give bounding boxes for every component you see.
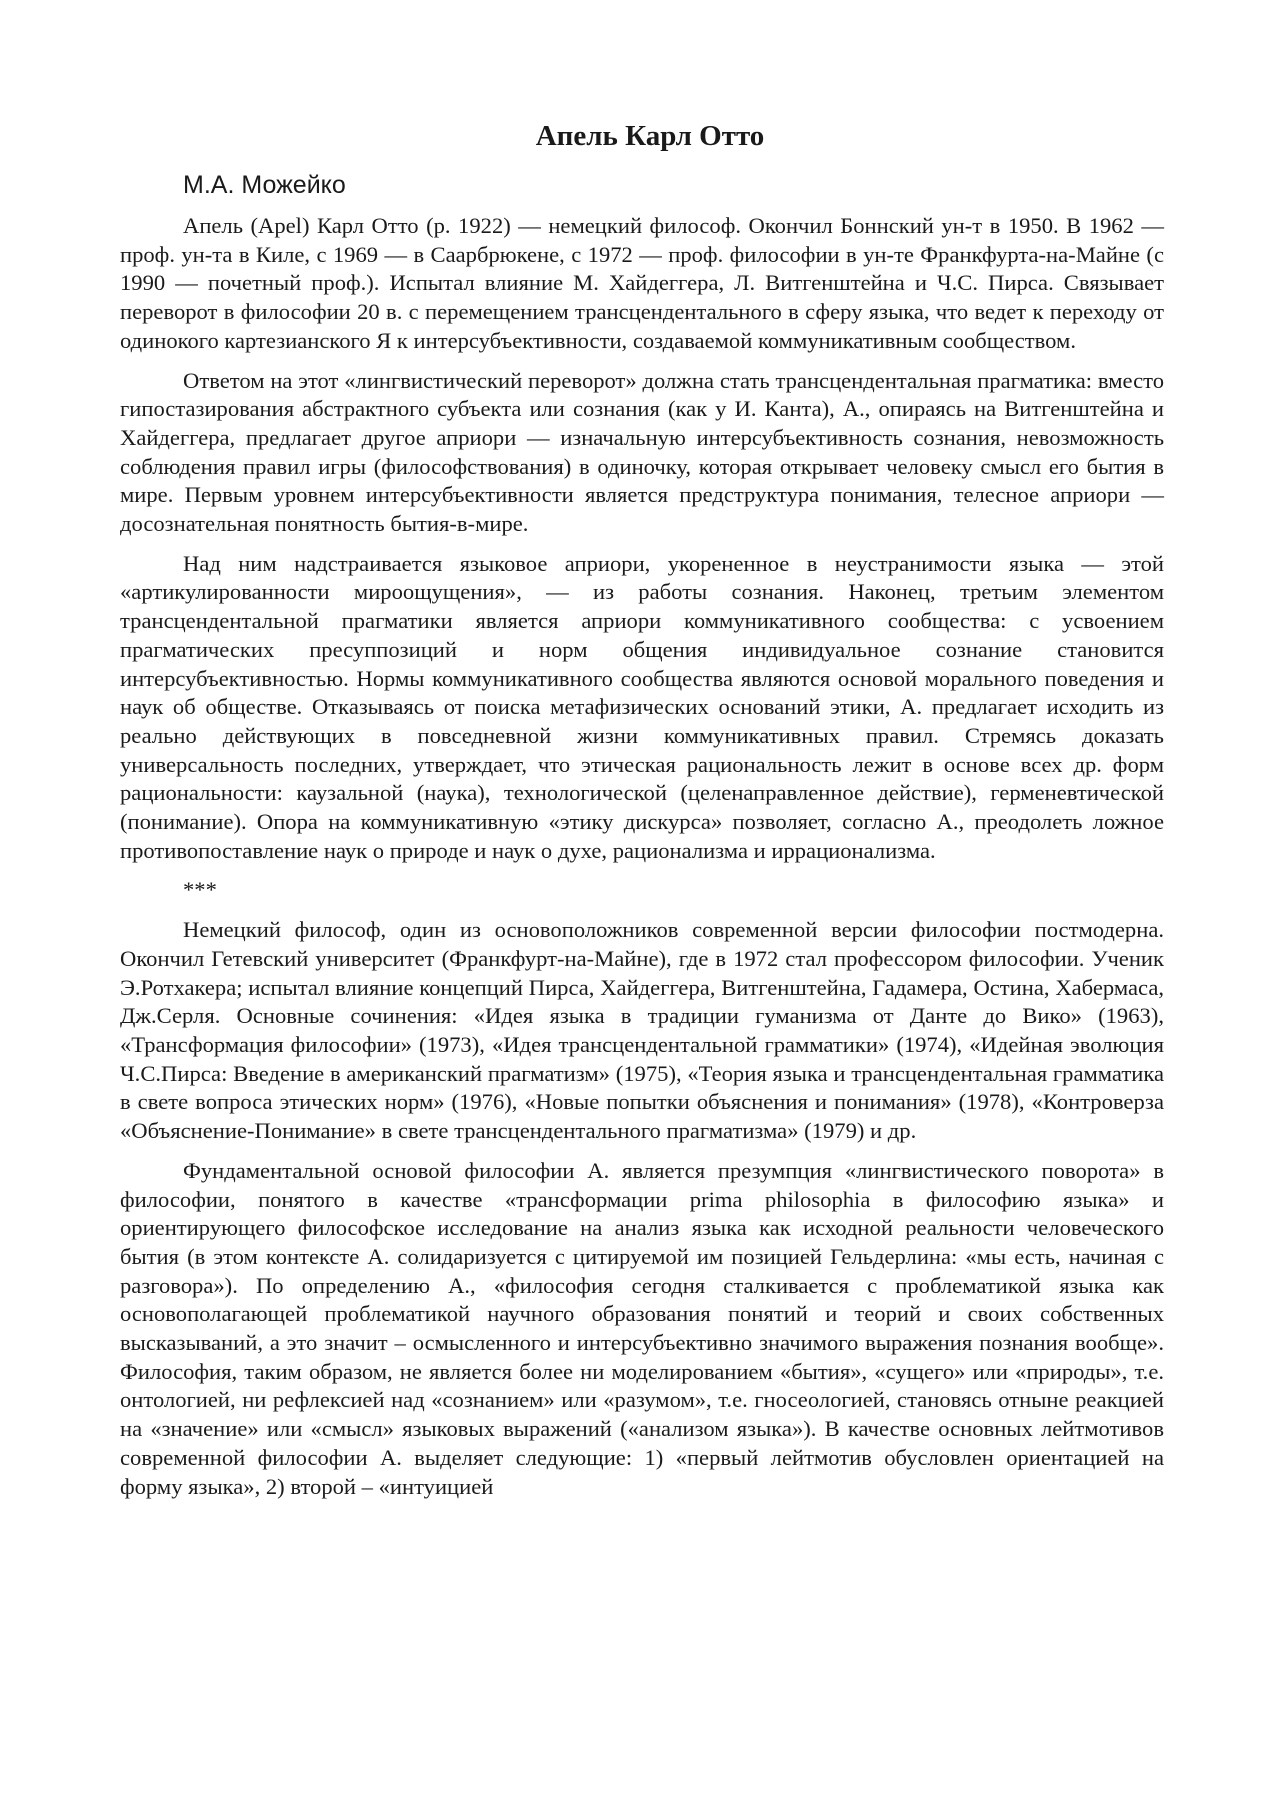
paragraph-3: Над ним надстраивается языковое априори, укорененное в неустранимости языка — этой «артикулированности мироощущения», — из работы сознания. Наконец, третьим элементом трансцендентальной прагматики является априори коммуникативного сообщества: с усвоением прагматических пресуппозиций и норм общения индивидуальное сознание становится интерсубъективностью. Нормы коммуникативного сообщества являются основой морального поведения и наук об обществе. Отказываясь от поиска метафизических оснований этики, А. предлагает исходить из реально действующих в повседневной жизни коммуникативных правил. Стремясь доказать универсальность последних, утверждает, что этическая рациональность лежит в основе всех др. форм рациональности: каузальной (наука), технологической (целенаправленное действие), герменевтической (понимание). Опора на коммуникативную «этику дискурса» позволяет, согласно А., преодолеть ложное противопоставление наук о природе и наук о духе, рационализма и иррационализма. (120, 550, 1164, 863)
section-separator: *** (183, 877, 217, 903)
author-name: М.А. Можейко (183, 171, 346, 199)
document-page (120, 118, 1164, 1512)
paragraph-4: Немецкий философ, один из основоположников современной версии философии постмодерна. Окончил Гетевский университет (Франкфурт-на-Майне), где в 1972 стал профессором философии. Ученик Э.Ротхакера; испытал влияние концепций Пирса, Хайдеггера, Витгенштейна, Гадамера, Остина, Хабермаса, Дж.Серля. Основные сочинения: «Идея языка в традиции гуманизма от Данте до Вико» (1963), «Трансформация философии» (1973), «Идея трансцендентальной грамматики» (1974), «Идейная эволюция Ч.С.Пирса: Введение в американский прагматизм» (1975), «Теория языка и трансцендентальная грамматика в свете вопроса этических норм» (1976), «Новые попытки объяснения и понимания» (1978), «Контроверза «Объяснение-Понимание» в свете трансцендентального прагматизма» (1979) и др. (120, 917, 1164, 1144)
paragraph-5: Фундаментальной основой философии А. является презумпция «лингвистического поворота» в философии, понятого в качестве «трансформации prima philosophia в философию языка» и ориентирующего философское исследование на анализ языка как исходной реальности человеческого бытия (в этом контексте А. солидаризуется с цитируемой им позицией Гельдерлина: «мы есть, начиная с разговора»). По определению А., «философия сегодня сталкивается с проблематикой языка как основополагающей проблематикой научного образования понятий и теорий и своих собственных высказываний, а это значит – осмысленного и интерсубъективно значимого выражения познания вообще». Философия, таким образом, не является более ни моделированием «бытия», «сущего» или «природы», т.е. онтологией, ни рефлексией над «сознанием» или «разумом», т.е. гносеологией, становясь отныне реакцией на «значение» или «смысл» языковых выражений («анализом языка»). В качестве основных лейтмотивов современной философии А. выделяет следующие: 1) «первый лейтмотив обусловлен ориентацией на форму языка», 2) второй – «интуицией (120, 1157, 1164, 1499)
paragraph-2: Ответом на этот «лингвистический переворот» должна стать трансцендентальная прагматика: вместо гипостазирования абстрактного субъекта или сознания (как у И. Канта), А., опираясь на Витгенштейна и Хайдеггера, предлагает другое априори — изначальную интерсубъективность сознания, невозможность соблюдения правил игры (философствования) в одиночку, которая открывает человеку смысл его бытия в мире. Первым уровнем интерсубъективности является предструктура понимания, телесное априори — досознательная понятность бытия-в-мире. (120, 367, 1164, 537)
document-title: Апель Карл Отто (535, 120, 765, 152)
paragraph-1: Апель (Apel) Карл Отто (р. 1922) — немецкий философ. Окончил Боннский ун-т в 1950. В 1962 — проф. ун-та в Киле, с 1969 — в Саарбрюкене, с 1972 — проф. философии в ун-те Франкфурта-на-Майне (с 1990 — почетный проф.). Испытал влияние М. Хайдеггера, Л. Витгенштейна и Ч.С. Пирса. Связывает переворот в философии 20 в. с перемещением трансцендентального в сферу языка, что ведет к переходу от одинокого картезианского Я к интерсубъективности, создаваемой коммуникативным сообществом. (120, 213, 1164, 353)
